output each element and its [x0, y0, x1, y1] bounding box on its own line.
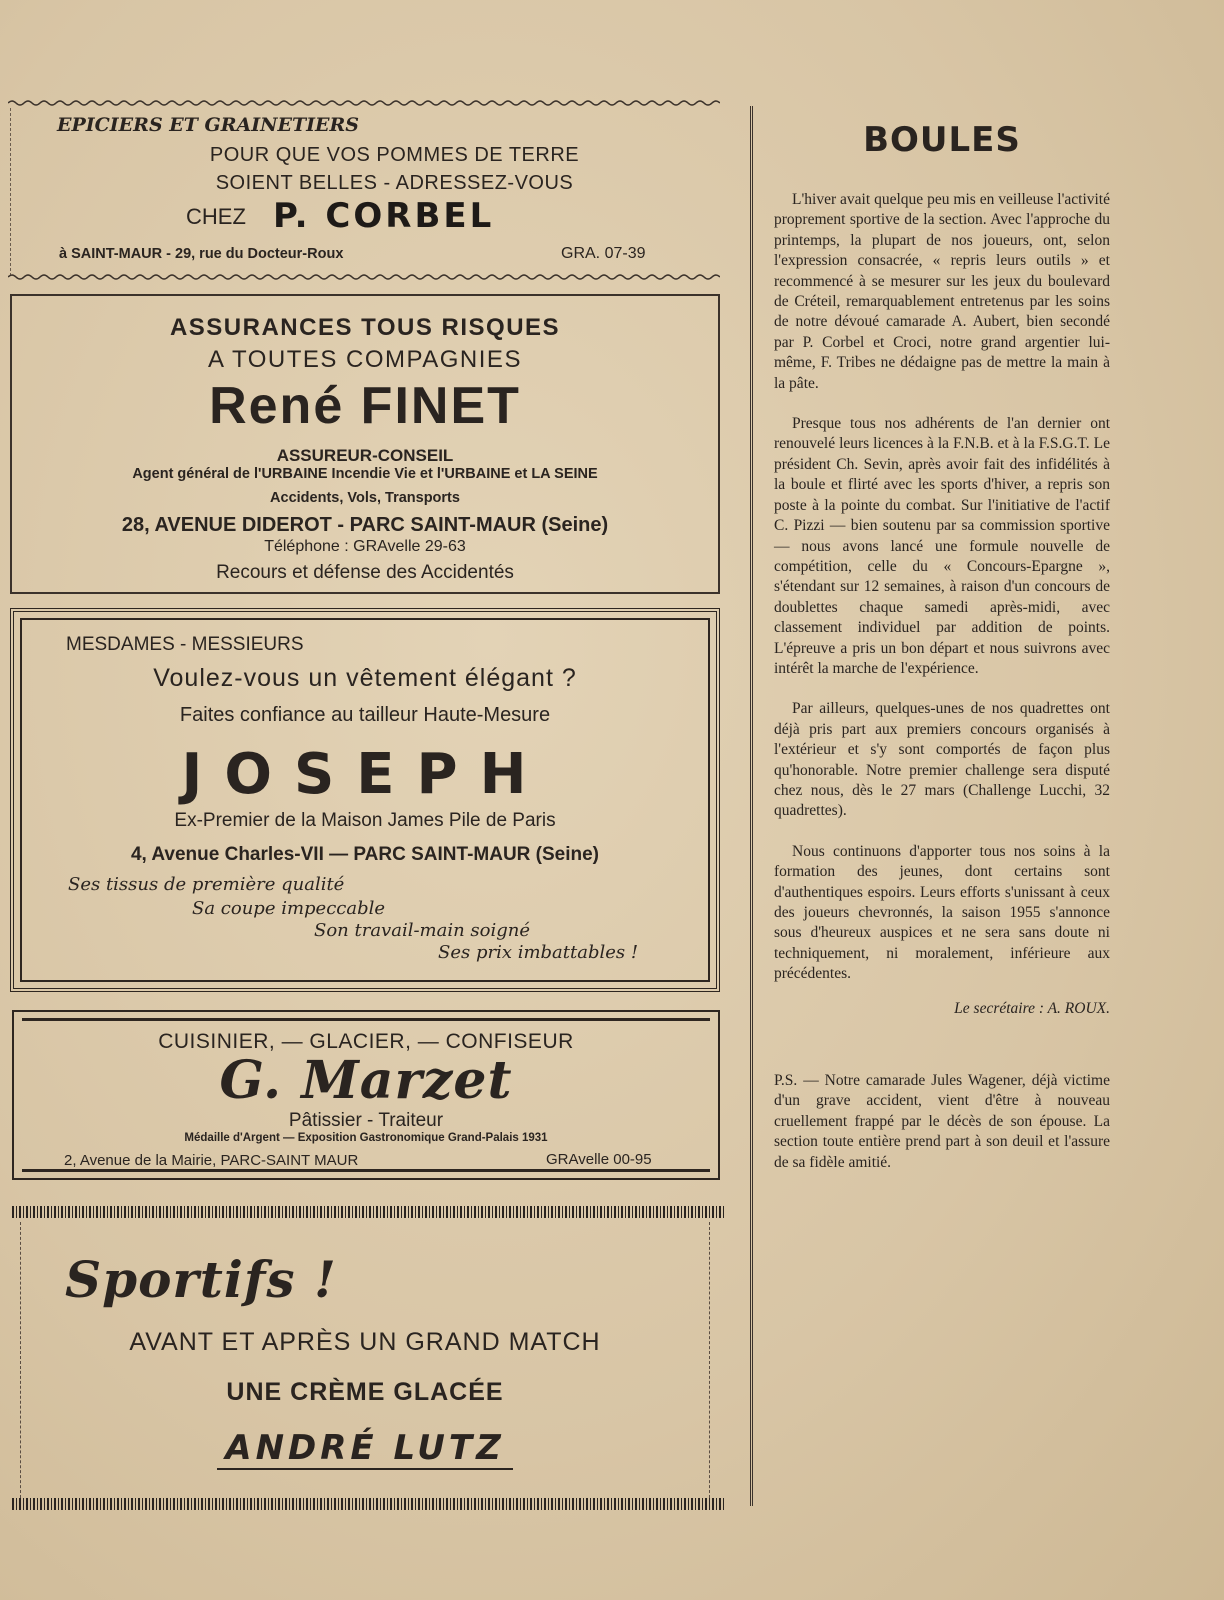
- marzet-address: 2, Avenue de la Mairie, PARC-SAINT MAUR: [64, 1152, 359, 1169]
- finet-services: Accidents, Vols, Transports: [270, 490, 460, 506]
- marzet-line-1: CUISINIER, — GLACIER, — CONFISEUR: [158, 1030, 574, 1053]
- lutz-top-border: [12, 1206, 724, 1218]
- finet-agent: Agent général de l'URBAINE Incendie Vie et l'URBAINE et LA SEINE: [132, 466, 598, 482]
- marzet-award: Médaille d'Argent — Exposition Gastronomique Grand-Palais 1931: [184, 1132, 548, 1144]
- corbel-address: à SAINT-MAUR - 29, rue du Docteur-Roux: [59, 246, 344, 262]
- joseph-slogan-2: Sa coupe impeccable: [192, 898, 386, 919]
- lutz-bottom-border: [12, 1498, 724, 1510]
- column-rule: [750, 106, 753, 1506]
- corbel-chez: CHEZ: [186, 204, 246, 229]
- article-paragraph-1: L'hiver avait quelque peu mis en veilleuse l'activité proprement sportive de la section. Avec l'approche du printemps, la plupart de nos joueurs, ont, selon l'expression consacrée, « repris leurs outils » et recommencé à se mesurer sur les jeux du boulevard de Créteil, remarquablement entretenus par les soins de notre dévoué camarade A. Aubert, bien secondé par P. Corbel et Croci, notre grand argentier lui-même, F. Tribes ne dédaigne pas de mettre la main à la pâte.: [774, 191, 1110, 392]
- marzet-bottom-rule: [22, 1169, 710, 1172]
- joseph-slogan-4: Ses prix imbattables !: [438, 942, 639, 963]
- ad-finet: [10, 294, 720, 594]
- joseph-name: JOSEPH: [181, 742, 549, 807]
- finet-line-2: A TOUTES COMPAGNIES: [208, 346, 522, 373]
- article-paragraph-4: Nous continuons d'apporter tous nos soins à la formation des jeunes, dont certains sont d'authentiques espoirs. Leurs efforts s'unissant à ceux des joueurs chevronnés, la saison 1955 s'annonce sous d'heureux auspices et ne sera sans doute ni techniquement, ni moralement, inférieure aux précédentes.: [774, 842, 1110, 983]
- article-paragraph-2: Presque tous nos adhérents de l'an dernier ont renouvelé leurs licences à la F.N.B. et à la F.S.G.T. Le président Ch. Sevin, après avoir fait des infidélités à la boule et flirté avec les sports d'hiver, a repris son poste à la pointe du combat. Sur l'initiative de l'actif C. Pizzi — bien soutenu par sa commission sportive — nous avons lancé une formule nouvelle de compétition, celle du « Concours-Epargne », s'étendant sur 12 semaines, à raison d'un concours de doublettes chaque samedi après-midi, avec classement individuel par addition de points. L'épreuve a pris un bon départ et nous suivrons avec intérêt la marche de l'expérience.: [774, 415, 1110, 677]
- joseph-slogan-3: Son travail-main soigné: [314, 920, 531, 941]
- lutz-brand: [21, 1428, 709, 1468]
- corbel-phone: GRA. 07-39: [561, 245, 646, 262]
- finet-title: ASSUREUR-CONSEIL: [276, 446, 454, 465]
- corbel-line-2: SOIENT BELLES - ADRESSEZ-VOUS: [215, 172, 574, 194]
- ad-joseph: [10, 608, 720, 992]
- article-postscript: P.S. — Notre camarade Jules Wagener, déjà victime d'un grave accident, vient d'être à nouveau cruellement frappé par le décès de son épouse. La section toute entière prend part à son deuil et l'assure de sa fidèle amitié.: [774, 1072, 1110, 1171]
- lutz-line-1: AVANT ET APRÈS UN GRAND MATCH: [129, 1328, 601, 1356]
- joseph-question: Voulez-vous un vêtement élégant ?: [153, 664, 577, 692]
- lutz-title: Sportifs !: [65, 1250, 337, 1309]
- ad-lutz: [20, 1222, 710, 1498]
- joseph-greeting: MESDAMES - MESSIEURS: [66, 634, 304, 655]
- wavy-rule-bottom: [8, 272, 720, 282]
- article-signature: Le secrétaire : A. ROUX.: [954, 999, 1110, 1017]
- joseph-address: 4, Avenue Charles-VII — PARC SAINT-MAUR (Seine): [130, 844, 600, 865]
- lutz-brand-text: ANDRÉ LUTZ: [217, 1428, 513, 1470]
- finet-footer: Recours et défense des Accidentés: [216, 562, 514, 583]
- marzet-phone: GRAvelle 00-95: [546, 1151, 652, 1168]
- finet-phone: Téléphone : GRAvelle 29-63: [264, 538, 466, 555]
- ad-marzet: [12, 1010, 720, 1180]
- corbel-line-1: POUR QUE VOS POMMES DE TERRE: [209, 144, 580, 166]
- article-title: BOULES: [863, 120, 1021, 160]
- marzet-top-rule: [22, 1018, 710, 1021]
- finet-address: 28, AVENUE DIDEROT - PARC SAINT-MAUR (Seine): [121, 514, 609, 536]
- corbel-heading: EPICIERS ET GRAINETIERS: [57, 114, 360, 136]
- ad-corbel: [10, 108, 718, 276]
- finet-line-1: ASSURANCES TOUS RISQUES: [169, 314, 561, 341]
- joseph-trust: Faites confiance au tailleur Haute-Mesure: [179, 704, 551, 726]
- corbel-brand: P. CORBEL: [273, 196, 495, 236]
- article-boules: [774, 120, 1110, 1193]
- joseph-former: Ex-Premier de la Maison James Pile de Paris: [174, 810, 556, 831]
- wavy-rule-top: [8, 98, 720, 108]
- marzet-name: G. Marzet: [219, 1050, 513, 1111]
- joseph-slogan-1: Ses tissus de première qualité: [68, 874, 345, 895]
- marzet-line-2: Pâtissier - Traiteur: [288, 1110, 444, 1131]
- finet-name: René FINET: [209, 377, 521, 435]
- article-paragraph-3: Par ailleurs, quelques-unes de nos quadrettes ont déjà pris part aux premiers concours organisés à l'extérieur et s'y sont comportés de façon plus qu'honorable. Notre premier challenge sera disputé chez nous, dès le 27 mars (Challenge Lucchi, 32 quadrettes).: [774, 700, 1110, 820]
- lutz-line-2: UNE CRÈME GLACÉE: [226, 1378, 504, 1406]
